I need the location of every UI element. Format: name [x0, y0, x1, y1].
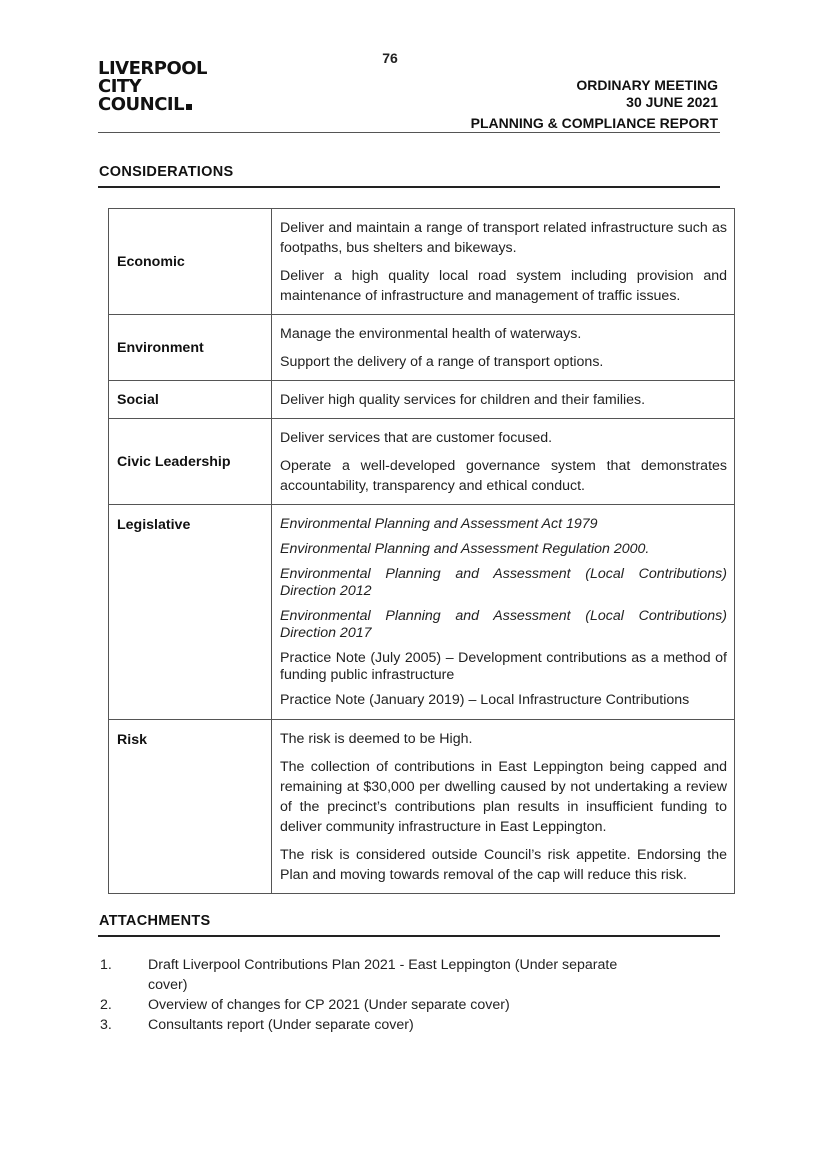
list-item [100, 1015, 660, 1035]
row-content [272, 505, 735, 720]
table-row [109, 381, 735, 419]
row-paragraph: Environmental Planning and Assessment (Local Contributions) Direction 2017 [280, 608, 727, 641]
list-item-text: Draft Liverpool Contributions Plan 2021 - East Leppington (Under separate cover) [148, 957, 618, 993]
logo-mark-icon [186, 104, 192, 110]
list-item-text: Overview of changes for CP 2021 (Under separate cover) [148, 997, 510, 1013]
list-item [100, 995, 660, 1015]
row-content [272, 209, 735, 315]
list-item [100, 955, 660, 995]
list-item-text: Consultants report (Under separate cover) [148, 1017, 414, 1033]
considerations-rule [98, 186, 720, 188]
row-content [272, 381, 735, 419]
table-row [109, 720, 735, 894]
logo-line-3: COUNCIL [98, 96, 207, 114]
list-item-number: 1. [100, 957, 112, 973]
row-paragraph: The risk is considered outside Council’s risk appetite. Endorsing the Plan and moving towards removal of the cap will reduce this risk. [280, 847, 727, 883]
row-label: Economic [109, 209, 272, 315]
row-label: Environment [109, 315, 272, 381]
row-paragraph: Practice Note (July 2005) – Development contributions as a method of funding public infrastructure [280, 650, 727, 683]
row-paragraph: The risk is deemed to be High. [280, 731, 473, 747]
row-paragraph: Deliver and maintain a range of transport related infrastructure such as footpaths, bus shelters and bikeways. [280, 220, 727, 256]
row-label: Social [109, 381, 272, 419]
council-logo [98, 60, 207, 114]
header-divider [98, 132, 720, 133]
attachments-rule [98, 935, 720, 937]
row-paragraph: Environmental Planning and Assessment Regulation 2000. [280, 541, 650, 557]
attachments-heading: ATTACHMENTS [99, 913, 211, 929]
row-paragraph: Environmental Planning and Assessment (Local Contributions) Direction 2012 [280, 566, 727, 599]
row-paragraph: Operate a well-developed governance system that demonstrates accountability, transparency and ethical conduct. [280, 458, 727, 494]
row-paragraph: Deliver a high quality local road system including provision and maintenance of infrastructure and management of traffic issues. [280, 268, 727, 304]
row-paragraph: Deliver services that are customer focused. [280, 430, 553, 446]
table-row [109, 419, 735, 505]
row-content [272, 419, 735, 505]
list-item-number: 3. [100, 1017, 112, 1033]
row-paragraph: Manage the environmental health of waterways. [280, 326, 582, 342]
considerations-heading: CONSIDERATIONS [99, 164, 234, 180]
row-paragraph: Practice Note (January 2019) – Local Infrastructure Contributions [280, 692, 690, 708]
meeting-date: 30 JUNE 2021 [626, 94, 718, 110]
table-row [109, 505, 735, 720]
meeting-title: ORDINARY MEETING [576, 77, 718, 93]
row-paragraph: Deliver high quality services for children and their families. [280, 392, 646, 408]
row-content [272, 315, 735, 381]
table-row [109, 315, 735, 381]
list-item-number: 2. [100, 997, 112, 1013]
considerations-table [108, 208, 735, 894]
row-label: Risk [109, 720, 272, 894]
row-paragraph: The collection of contributions in East Leppington being capped and remaining at $30,000 per dwelling caused by not undertaking a review of the precinct’s contributions plan results in insufficient funding to deliver community infrastructure in East Leppington. [280, 759, 727, 835]
logo-line-2: CITY [98, 76, 142, 97]
row-content [272, 720, 735, 894]
report-title: PLANNING & COMPLIANCE REPORT [470, 115, 718, 131]
page-number: 76 [382, 50, 398, 66]
attachments-list [100, 955, 660, 1035]
row-label: Civic Leadership [109, 419, 272, 505]
logo-line-1: LIVERPOOL [98, 58, 208, 79]
row-paragraph: Support the delivery of a range of transport options. [280, 354, 604, 370]
row-label: Legislative [109, 505, 272, 720]
row-paragraph: Environmental Planning and Assessment Act 1979 [280, 516, 598, 532]
table-row [109, 209, 735, 315]
